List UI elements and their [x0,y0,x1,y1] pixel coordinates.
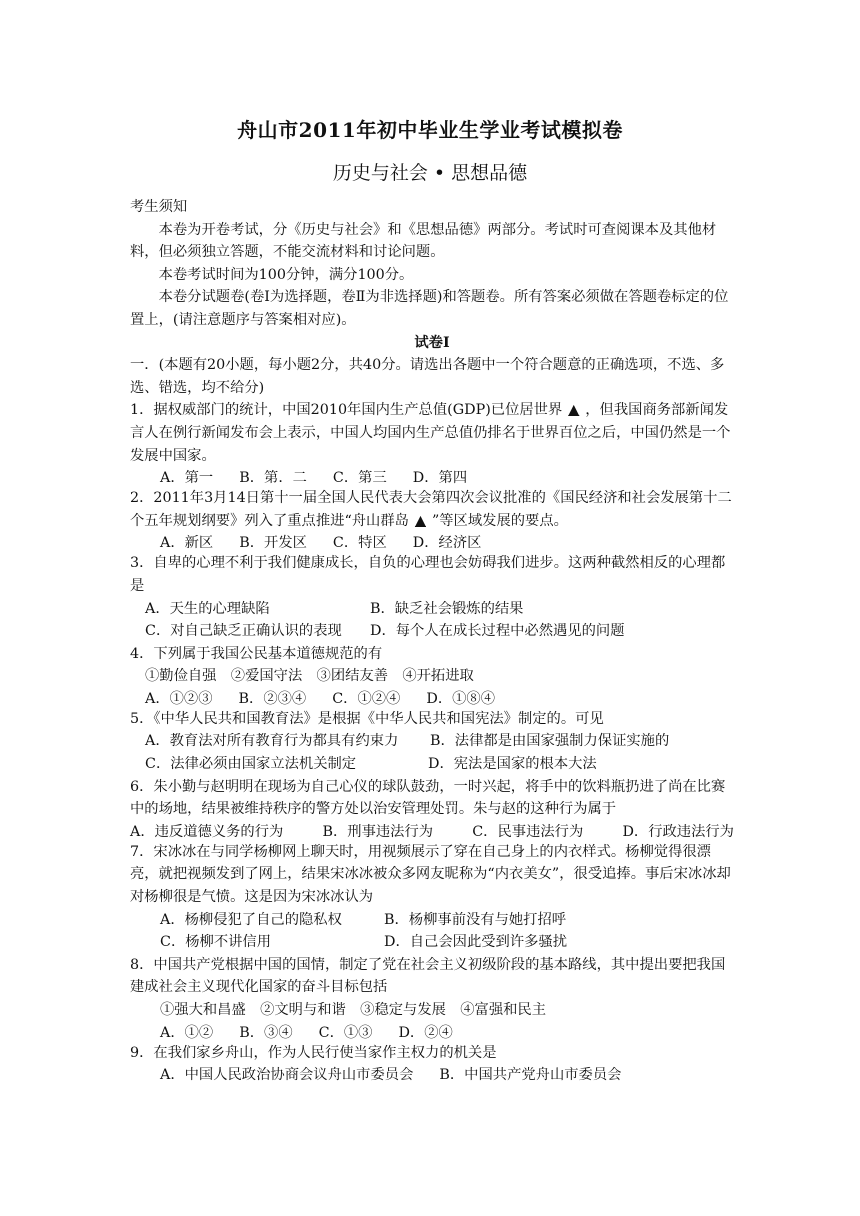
option: C．民事违法行为 [472,823,584,840]
page-subtitle: 历史与社会 • 思想品德 [332,162,528,184]
option: A．①②③ [145,690,213,707]
options-grid [130,909,734,954]
option: B．杨柳事前没有与她打招呼 [384,911,567,928]
option: D．每个人在成长过程中必然遇见的问题 [370,623,625,640]
notice-paragraph: 本卷为开卷考试，分《历史与社会》和《思想品德》两部分。考试时可查阅课本及其他材料，但必须独立答题，不能交流材料和讨论问题。 [130,221,717,261]
option: B．③④ [239,1024,293,1041]
option: A．第一 [160,470,214,487]
question-stem: 2．2011年3月14日第十一届全国人民代表大会第四次会议批准的《国民经济和社会发展第十二个五年规划纲要》列入了重点推进“舟山群岛 ▲ ”等区域发展的要点。 [130,487,734,532]
option: D．经济区 [412,535,482,552]
option: B．开发区 [239,535,307,552]
option: D．第四 [412,470,468,487]
question-stem: 1．据权威部门的统计，中国2010年国内生产总值(GDP)已位居世界 ▲ ，但我国商务部新闻发言人在例行新闻发布会上表示，中国人均国内生产总值仍排名于世界百位之后，中国仍然是一个发展中国家。 [130,399,734,467]
option: D．①⑧④ [426,690,496,707]
option: A．违反道德义务的行为 [130,823,284,840]
option: B．缺乏社会锻炼的结果 [370,600,524,617]
option: A．中国人民政治协商会议舟山市委员会 [160,1067,414,1084]
section-intro: 一．(本题有20小题，每小题2分，共40分。请选出各题中一个符合题意的正确选项，不选、多选、错选，均不给分) [130,357,725,396]
exam-body [130,196,734,1084]
option: A．新区 [160,535,214,552]
options-grid [130,598,734,643]
question-stem: 7．宋冰冰在与同学杨柳网上聊天时，用视频展示了穿在自己身上的内衣样式。杨柳觉得很漂亮，就把视频发到了网上，结果宋冰冰被众多网友昵称为“内衣美女”，很受追捧。事后宋冰冰却对杨柳很是气愤。这是因为宋冰冰认为 [130,843,731,906]
options-grid [130,730,734,775]
options-row [130,467,734,487]
options-row [130,1064,734,1084]
question-stem: 9．在我们家乡舟山，作为人民行使当家作主权力的机关是 [130,1044,497,1061]
option: C．法律必须由国家立法机关制定 [145,756,357,773]
option: C．杨柳不讲信用 [160,934,272,951]
page-title: 舟山市2011年初中毕业生学业考试模拟卷 [237,118,623,142]
question-stem: 3．自卑的心理不利于我们健康成长，自负的心理也会妨碍我们进步。这两种截然相反的心理都是 [130,555,726,594]
options-row [130,688,734,708]
notice-paragraph: 本卷考试时间为100分钟，满分100分。 [158,266,414,283]
options-row [130,532,734,552]
option: A．①② [160,1024,214,1041]
option: B．中国共产党舟山市委员会 [439,1067,622,1084]
option: D．②④ [398,1024,453,1041]
question-stem: 4．下列属于我国公民基本道德规范的有 [130,645,383,662]
option: B．第．二 [239,470,307,487]
question-items: ①勤俭自强 ②爱国守法 ③团结友善 ④开拓进取 [145,668,474,685]
notice-paragraph: 本卷分试题卷(卷Ⅰ为选择题，卷Ⅱ为非选择题)和答题卷。所有答案必须做在答题卷标定的位置上，(请注意题序与答案相对应)。 [130,289,729,328]
answer-blank: ▲ [568,402,580,419]
option: C．第三 [332,470,387,487]
option: D．行政违法行为 [622,823,734,840]
option: C．①②④ [332,690,401,707]
option: D．宪法是国家的根本大法 [428,756,597,773]
option: C．特区 [332,535,387,552]
answer-blank: ▲ [414,512,426,529]
option: B．法律都是由国家强制力保证实施的 [430,733,670,750]
option: C．对自己缺乏正确认识的表现 [145,623,342,640]
option: A．天生的心理缺陷 [145,600,270,617]
option: D．自己会因此受到许多骚扰 [384,934,568,951]
option: B．②③④ [238,690,307,707]
notice-heading: 考生须知 [130,199,188,215]
option: A．教育法对所有教育行为都具有约束力 [145,733,399,750]
question-stem: 6．朱小勤与赵明明在现场为自己心仪的球队鼓劲，一时兴起，将手中的饮料瓶扔进了尚在比赛中的场地，结果被维持秩序的警方处以治安管理处罚。朱与赵的这种行为属于 [130,778,726,818]
option: A．杨柳侵犯了自己的隐私权 [160,911,342,928]
question-stem: 5．《中华人民共和国教育法》是根据《中华人民共和国宪法》制定的。可见 [130,710,604,727]
option: C．①③ [318,1024,373,1041]
question-items: ①强大和昌盛 ②文明与和谐 ③稳定与发展 ④富强和民主 [160,1002,547,1018]
options-row [130,1022,734,1042]
section-title: 试卷Ⅰ [414,334,450,351]
option: B．刑事违法行为 [322,823,434,840]
question-stem: 8．中国共产党根据中国的国情，制定了党在社会主义初级阶段的基本路线，其中提出要把我国建成社会主义现代化国家的奋斗目标包括 [130,956,726,996]
options-row [130,821,734,841]
